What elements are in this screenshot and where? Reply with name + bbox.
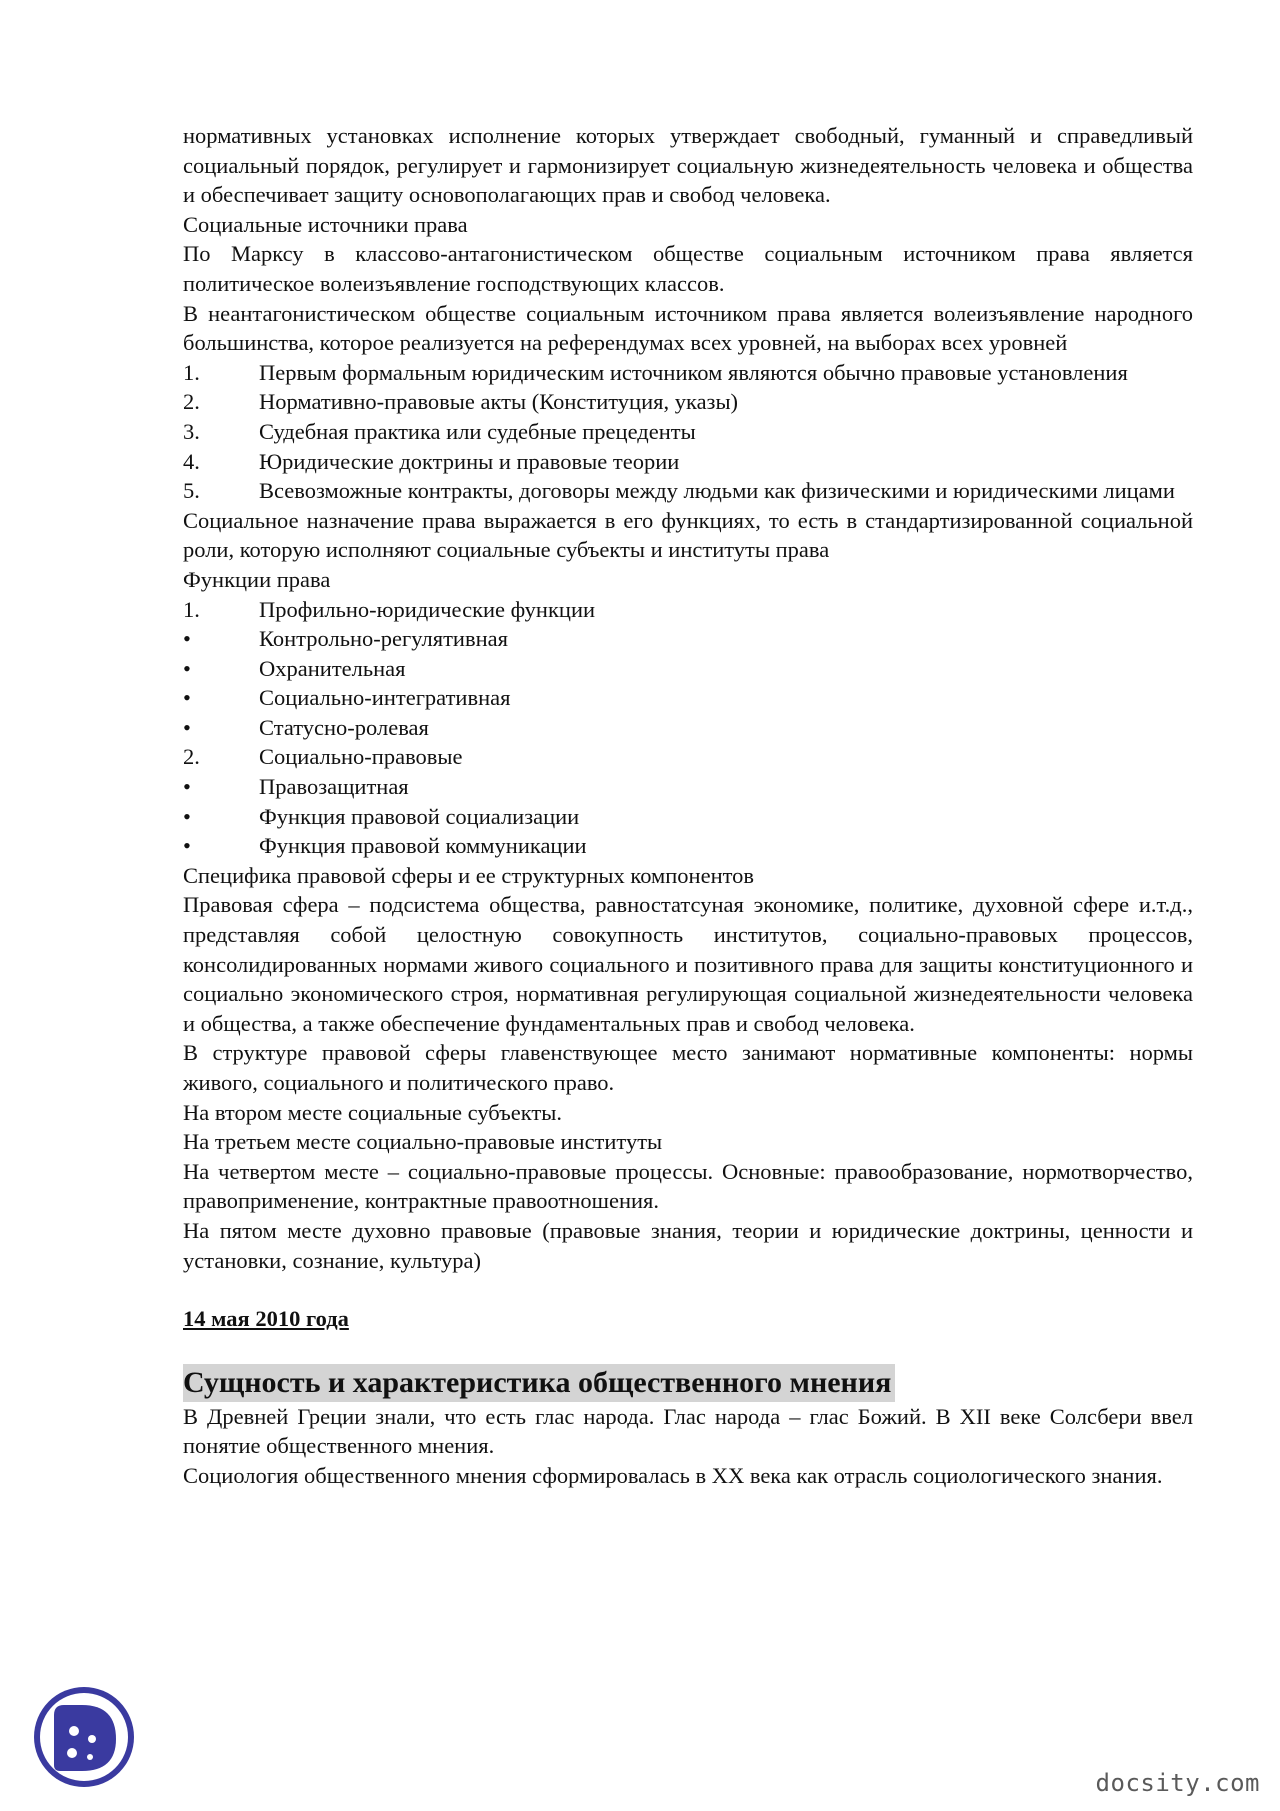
list-marker: • [183,714,191,740]
document-page [183,121,1193,1491]
list-text: Функция правовой социализации [259,803,580,829]
list-marker: 2. [183,744,200,770]
logo-dot [69,1726,79,1736]
list-text: Всевозможные контракты, договоры между людьми как физическими и юридическими лицами [259,478,1175,504]
list-item [183,417,1193,447]
list-text: Первым формальным юридическим источником являются обычно правовые установления [259,359,1128,385]
logo-dot [67,1748,77,1758]
list-marker: 2. [183,389,200,415]
list-text: Контрольно-регулятивная [259,626,508,652]
list-marker: • [183,833,191,859]
paragraph: В неантагонистическом обществе социальным источником права является волеизъявление народного большинства, которое реализуется на референдумах всех уровней, на выборах всех уровней [183,300,1193,356]
list-text: Функция правовой коммуникации [259,833,587,859]
list-marker: • [183,803,191,829]
docsity-logo-icon[interactable] [30,1683,138,1791]
logo-dot [87,1754,93,1760]
section-title: Сущность и характеристика общественного мнения [183,1364,895,1402]
list-marker: 4. [183,448,200,474]
list-item [183,742,1193,772]
paragraph: Социология общественного мнения сформировалась в XX века как отрасль социологического знания. [183,1462,1163,1488]
list-item [183,595,1193,625]
subheading: Специфика правовой сферы и ее структурных компонентов [183,862,755,888]
list-marker: • [183,685,191,711]
list-item [183,447,1193,477]
list-marker: 5. [183,478,200,504]
list-text: Социально-правовые [259,744,463,770]
list-text: Статусно-ролевая [259,714,429,740]
subheading: Функции права [183,566,331,592]
list-text: Юридические доктрины и правовые теории [259,448,680,474]
list-marker: • [183,774,191,800]
list-marker: 1. [183,596,200,622]
list-item [183,358,1193,388]
list-item [183,713,1193,743]
list-item [183,654,1193,684]
list-item [183,476,1193,506]
paragraph: На пятом месте духовно правовые (правовые знания, теории и юридические доктрины, ценности и установки, сознание, культура) [183,1217,1193,1273]
list-text: Социально-интегративная [259,685,511,711]
docsity-watermark[interactable]: docsity.com [1095,1769,1260,1797]
paragraph: На четвертом месте – социально-правовые процессы. Основные: правообразование, нормотворчество, правоприменение, контрактные правоотношения. [183,1158,1193,1214]
paragraph: нормативных установках исполнение которых утверждает свободный, гуманный и справедливый социальный порядок, регулирует и гармонизирует социальную жизнедеятельность человека и общества и обеспечивает защиту основополагающих прав и свобод человека. [183,123,1193,208]
paragraph: Правовая сфера – подсистема общества, равностатсуная экономике, политике, духовной сфере и.т.д., представляя собой целостную совокупность институтов, социально-правовых процессов, консолидированных нормами живого социального и позитивного права для защиты конституционного и социально экономического строя, нормативная регулирующая социальной жизнедеятельности человека и общества, а также обеспечение фундаментальных прав и свобод человека. [183,892,1193,1036]
paragraph: На втором месте социальные субъекты. [183,1099,562,1125]
paragraph: В Древней Греции знали, что есть глас народа. Глас народа – глас Божий. В XII веке Солсбери ввел понятие общественного мнения. [183,1403,1193,1459]
paragraph: По Марксу в классово-антагонистическом обществе социальным источником права является политическое волеизъявление господствующих классов. [183,241,1193,296]
list-marker: • [183,626,191,652]
list-text: Правозащитная [259,774,409,800]
paragraph: Социальное назначение права выражается в его функциях, то есть в стандартизированной социальной роли, которую исполняют социальные субъекты и институты права [183,507,1193,563]
list-text: Судебная практика или судебные прецеденты [259,418,696,444]
list-item [183,624,1193,654]
list-item [183,802,1193,832]
list-text: Нормативно-правовые акты (Конституция, указы) [259,389,739,415]
list-text: Охранительная [259,655,406,681]
logo-dot [88,1735,96,1743]
subheading: Социальные источники права [183,211,468,237]
list-marker: • [183,655,191,681]
list-marker: 3. [183,418,200,444]
list-text: Профильно-юридические функции [259,596,596,622]
paragraph: На третьем месте социально-правовые институты [183,1129,663,1155]
list-item [183,683,1193,713]
logo-shape [54,1705,116,1771]
paragraph: В структуре правовой сферы главенствующее место занимают нормативные компоненты: нормы живого, социального и политического право. [183,1040,1193,1095]
list-item [183,831,1193,861]
list-marker: 1. [183,359,200,385]
list-item [183,772,1193,802]
list-item [183,387,1193,417]
date-heading: 14 мая 2010 года [183,1306,349,1332]
